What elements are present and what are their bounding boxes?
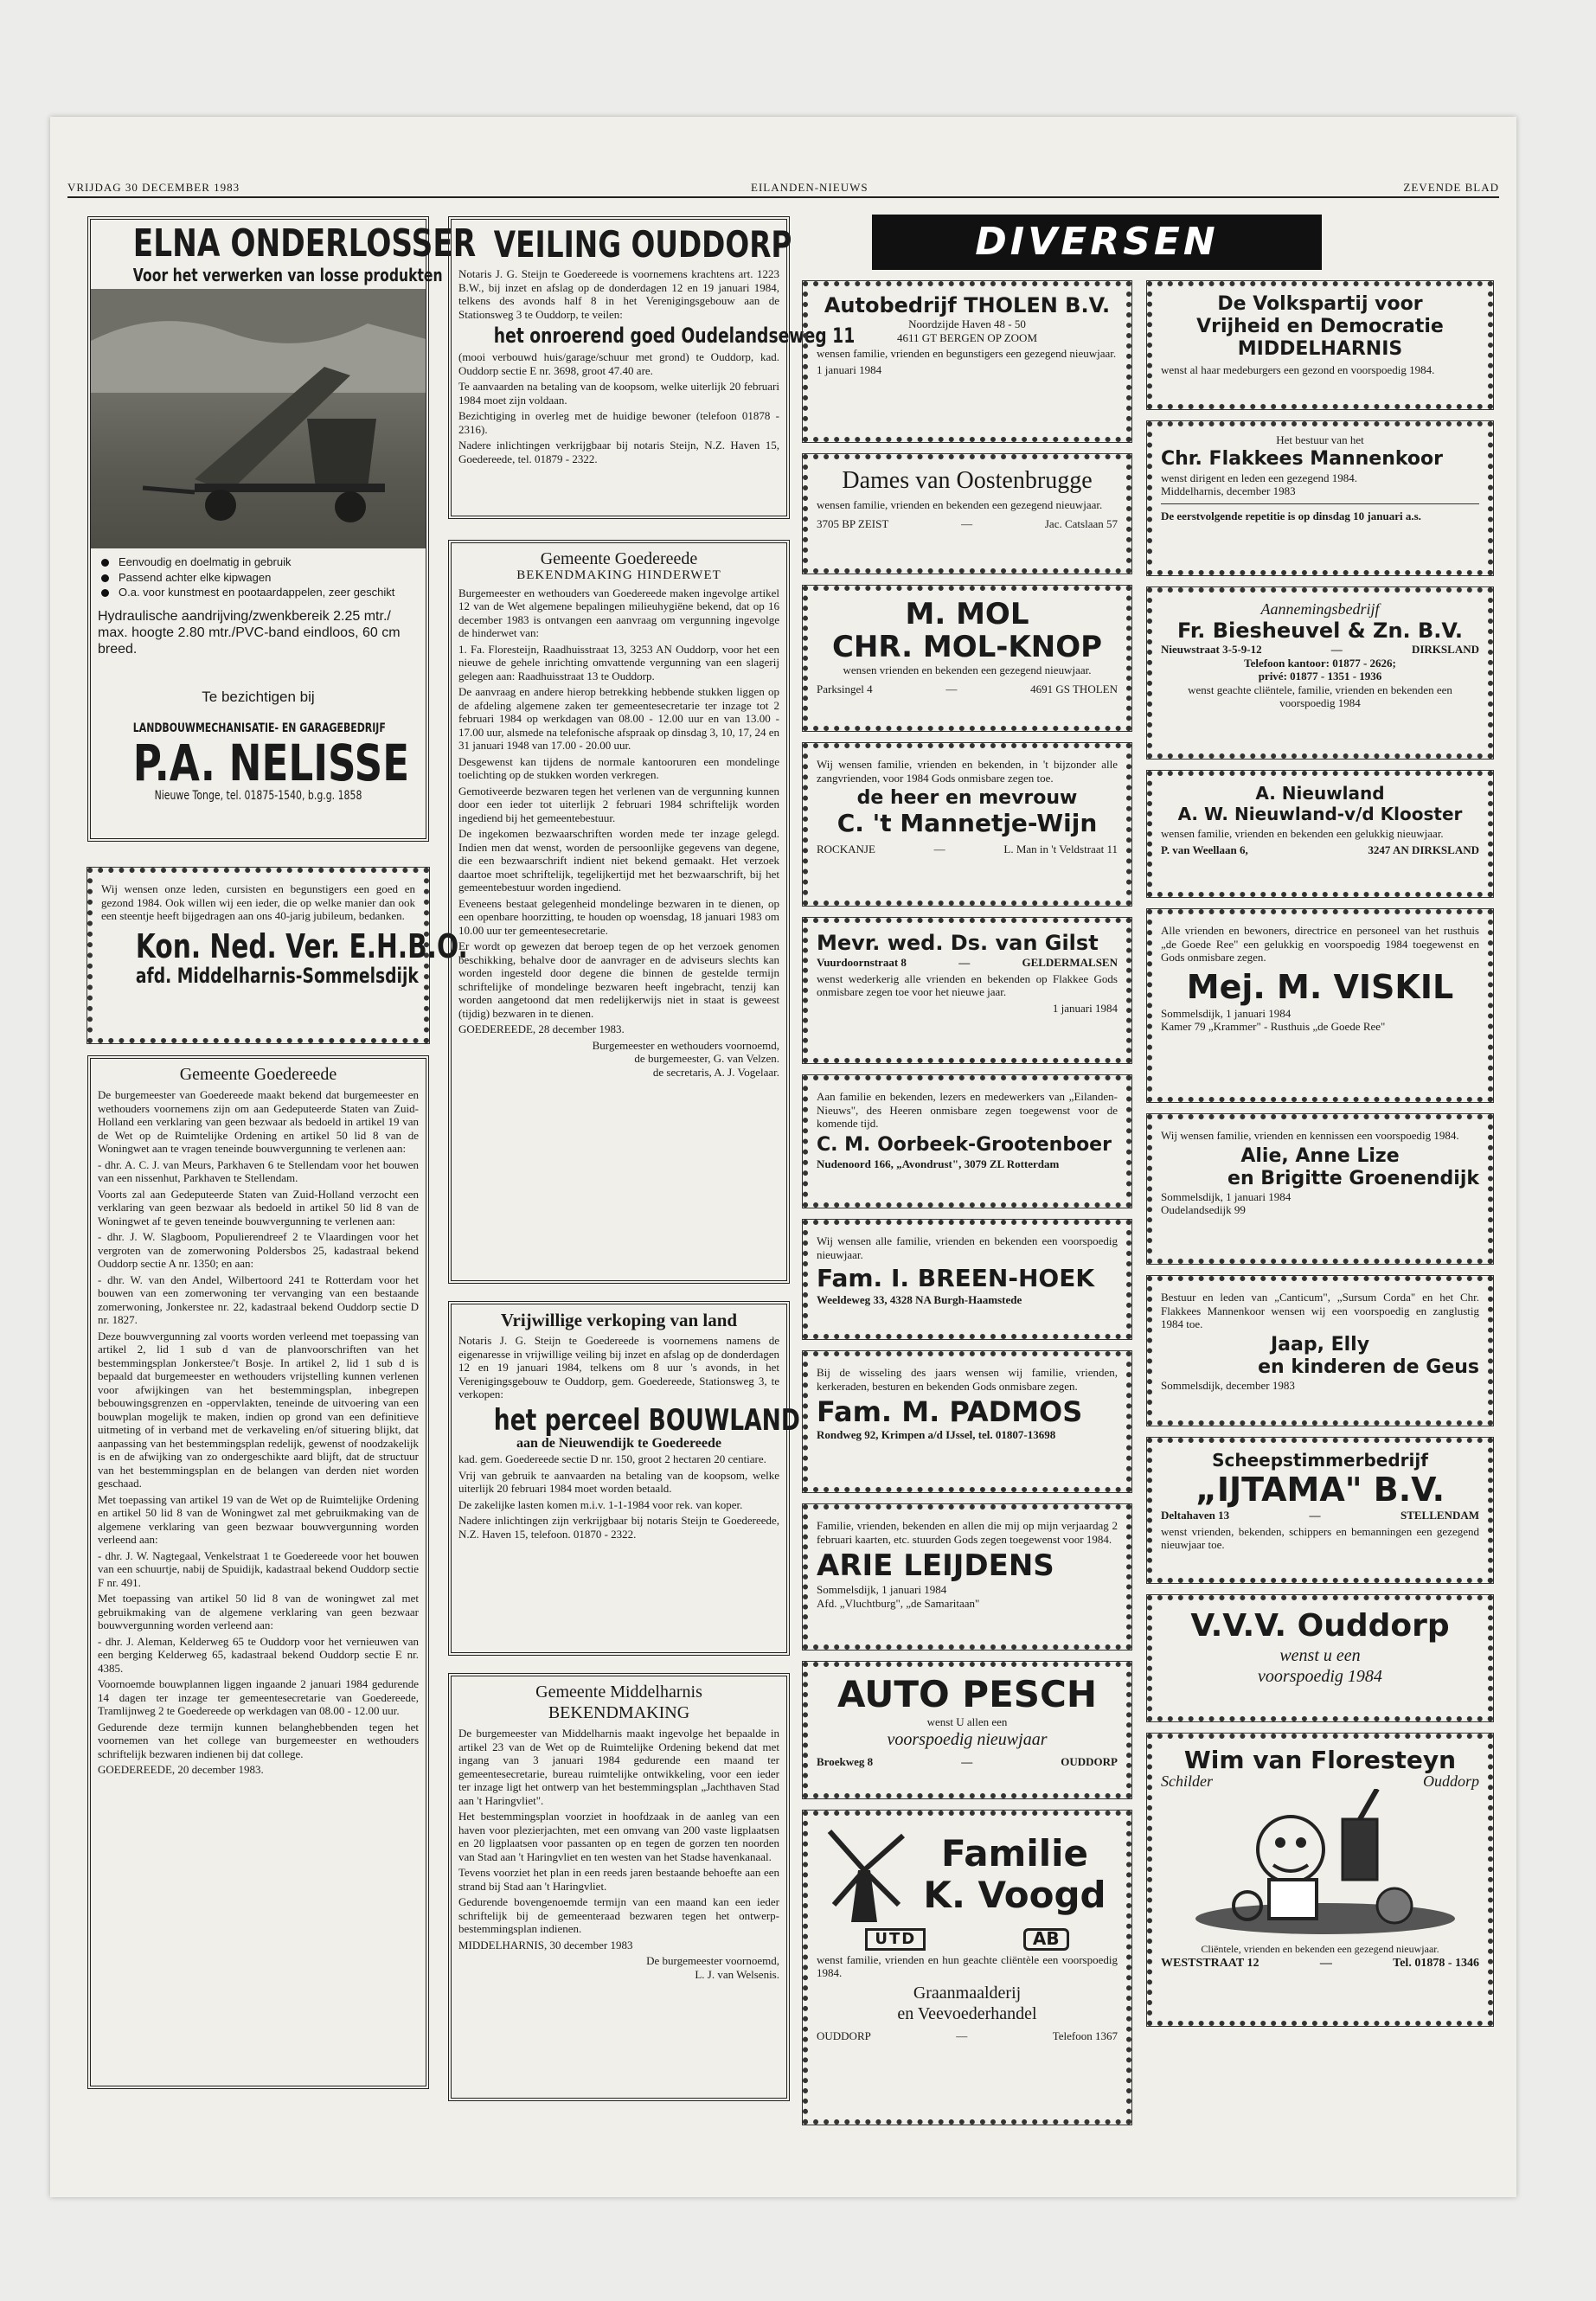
lize-addr: Oudelandsedijk 99 <box>1161 1203 1246 1216</box>
ad-flakkees <box>1147 421 1493 575</box>
goedereede-1-para: - dhr. W. van den Andel, Wilbertoord 241 te Rotterdam voor het bouwen van een zomerwoning ter vervanging van een bestaande zomerwoning, Jonkerstee nr. 22, kadastraal bekend Ouddorp sectie D nr. 1827. <box>98 1272 419 1326</box>
middelharnis-subtitle: BEKENDMAKING <box>548 1703 690 1722</box>
elna-view: Te bezichtigen bij <box>202 688 315 705</box>
veiling-p4: Bezichtiging in overleg met de huidige bewoner (telefoon 01878 - 2316). <box>458 409 779 436</box>
hinderwet-para: Desgewenst kan tijdens de normale kantooruren een mondelinge toelichting op de stukken worden verkregen. <box>458 754 779 781</box>
geus-text: Bestuur en leden van „Canticum", „Sursum Corda" en het Chr. Flakkees Mannenkoor wensen wij een voorspoedig en zanglustig 1984 toe. <box>1161 1291 1479 1330</box>
mol-city: 4691 GS THOLEN <box>1030 682 1118 695</box>
gilst-addr: Vuurdoornstraat 8 <box>817 956 907 969</box>
flakkees-l1: Het bestuur van het <box>1276 433 1364 446</box>
ijtama-name: „IJTAMA" B.V. <box>1195 1471 1445 1509</box>
ad-gilst <box>803 918 1131 1063</box>
vrijwillige-p5: Nadere inlichtingen zijn verkrijgbaar bij notaris Steijn te Goedereede, N.Z. Haven 15, telefoon. 01870 - 2322. <box>458 1514 779 1541</box>
column-3 <box>803 281 1131 2125</box>
hinderwet-subtitle: BEKENDMAKING HINDERWET <box>516 568 721 582</box>
vrijwillige-object: het perceel BOUWLAND <box>493 1402 800 1438</box>
gilst-name: Mevr. wed. Ds. van Gilst <box>817 931 1099 955</box>
volkspartij-name-3: MIDDELHARNIS <box>1237 338 1403 360</box>
vrijwillige-p3: Vrij van gebruik te aanvaarden na betaling van de koopsom, welke uiterlijk 20 februari 1984 moet worden betaald. <box>458 1468 779 1495</box>
flakkees-date: Middelharnis, december 1983 <box>1161 484 1296 497</box>
vrijwillige-p2: kad. gem. Goedereede sectie D nr. 150, groot 2 hectaren 20 centiare. <box>458 1452 766 1465</box>
geus-name-1: Jaap, Elly <box>1270 1333 1370 1356</box>
gilst-date: 1 januari 1984 <box>1052 1001 1118 1015</box>
ijtama-text: wenst vrienden, bekenden, schippers en bemanningen een gezegend nieuwjaar toe. <box>1161 1524 1479 1551</box>
nieuwland-zip: 3247 AN DIRKSLAND <box>1368 843 1479 856</box>
leijdens-text: Familie, vrienden, bekenden en allen die mij op mijn verjaardag 2 februari kaarten, etc. stuurden Gods zegen toegewenst voor 1984. <box>817 1519 1118 1546</box>
column-1 <box>87 216 477 2101</box>
padmos-text: Bij de wisseling des jaars wensen wij familie, vrienden, kerkeraden, besturen en bekenden Gods onmisbare zegen. <box>817 1366 1118 1393</box>
header-paper: EILANDEN-NIEUWS <box>751 181 869 194</box>
biesheuvel-city: DIRKSLAND <box>1411 643 1479 656</box>
elna-title: ELNA ONDERLOSSER <box>132 221 477 266</box>
middelharnis-title: Gemeente Middelharnis <box>535 1682 702 1702</box>
middelharnis-para: Tevens voorziet het plan in een reeds jaren bestaande behoefte aan een strand bij Stad aan 't Haringvliet. <box>458 1866 779 1893</box>
dames-zip: 3705 BP ZEIST <box>817 516 889 530</box>
windmill-icon <box>817 1823 912 1926</box>
hinderwet-notice <box>448 540 790 1284</box>
veiling-p1: Notaris J. G. Steijn te Goedereede is voornemens krachtens art. 1223 B.W., bij inzet en afslag op de donderdagen 12 en 19 januari 1984, telkens des avonds half 8 in het Verenigingsgebouw aan de Stationsweg 3 te Ouddorp, te veilen: <box>458 267 779 321</box>
biesheuvel-tel-2: privé: 01877 - 1351 - 1936 <box>1258 670 1382 683</box>
utd-logo: UTD <box>865 1928 926 1951</box>
goedereede-1-para: Met toepassing van artikel 50 lid 8 van de woningwet zal met gebruikmaking van de algemene verklaring van geen bezwaar bouwvergunning worden verleend aan: <box>98 1592 419 1631</box>
biesheuvel-tel-1: Telefoon kantoor: 01877 - 2626; <box>1244 656 1396 670</box>
wijn-place: ROCKANJE <box>817 843 875 856</box>
vvv-name: V.V.V. Ouddorp <box>1190 1608 1450 1644</box>
pesch-t2: voorspoedig nieuwjaar <box>887 1729 1048 1749</box>
ad-volkspartij <box>1147 281 1493 409</box>
flakkees-text: wenst dirigent en leden een gezegend 1984. <box>1161 471 1358 484</box>
floresteyn-city: Ouddorp <box>1422 1772 1479 1790</box>
floresteyn-tel: Tel. 01878 - 1346 <box>1393 1956 1479 1970</box>
middelharnis-para: Gedurende bovengenoemde termijn van een maand kan een ieder schriftelijk bij de gemeenteraad bezwaren tegen het ontwerp-bestemmingsplan indienen. <box>458 1895 779 1935</box>
breen-name: Fam. I. BREEN-HOEK <box>817 1264 1095 1292</box>
lize-name-1: Alie, Anne Lize <box>1240 1144 1400 1167</box>
ad-oorbeek <box>803 1075 1131 1208</box>
flakkees-note: De eerstvolgende repetitie is op dinsdag 10 januari a.s. <box>1161 509 1421 522</box>
biesheuvel-name: Fr. Biesheuvel & Zn. B.V. <box>1176 619 1464 643</box>
middelharnis-date: MIDDELHARNIS, 30 december 1983 <box>458 1938 633 1952</box>
dames-dash: — <box>961 516 973 530</box>
ad-biesheuvel <box>1147 587 1493 759</box>
hinderwet-para: Gemotiveerde bezwaren tegen het verlenen van de vergunning kunnen door een ieder tot uiterlijk 2 februari 1984 schriftelijk worden ingediend bij het gemeentebestuur. <box>458 784 779 824</box>
elna-specs: Hydraulische aandrijving/zwenkbereik 2.25 mtr./ max. hoogte 2.80 mtr./PVC-band eindloos, 60 cm breed. <box>98 608 401 657</box>
ehbo-afd: afd. Middelharnis-Sommelsdijk <box>135 963 419 988</box>
elna-name: P.A. NELISSE <box>132 733 410 792</box>
floresteyn-name: Wim van Floresteyn <box>1183 1746 1457 1774</box>
hinderwet-para: Eveneens bestaat gelegenheid mondelinge bezwaren in te dienen, op een openbare hoorzitting, te houden op woensdag, 18 januari 1983 om 10.00 uur ter gemeentesecretarie. <box>458 896 779 937</box>
oorbeek-text: Aan familie en bekenden, lezers en medewerkers van „Eilanden-Nieuws", des Heeren onmisbare zegen toegewenst voor de komende tijd. <box>817 1090 1118 1130</box>
floresteyn-dash: — <box>1319 1956 1332 1970</box>
page-header <box>67 179 1499 198</box>
leijdens-addr-1: Sommelsdijk, 1 januari 1984 <box>817 1583 947 1596</box>
mol-name-1: M. MOL <box>905 597 1029 631</box>
voogd-dash: — <box>956 2029 968 2042</box>
elna-bullet-3: O.a. voor kunstmest en pootaardappelen, zeer geschikt <box>119 586 419 599</box>
ad-dames <box>803 454 1131 574</box>
oorbeek-name: C. M. Oorbeek-Grootenboer <box>817 1133 1112 1156</box>
hinderwet-para: De ingekomen bezwaarschriften worden mede ter inzage gelegd. Indien men dat wenst, worden de persoonlijke gegevens van degene, die een bezwaarschrift indient niet bekend gemaakt. Het verzoek daartoe moet schriftelijk, tegelijkertijd met het bezwaarschrift, bij het gemeentebestuur worden ingediend. <box>458 827 779 894</box>
ad-lize <box>1147 1114 1493 1264</box>
tholen-addr-1: Noordzijde Haven 48 - 50 <box>908 317 1026 330</box>
viskil-text: Alle vrienden en bewoners, directrice en personeel van het rusthuis „de Goede Ree" een gelukkig en voorspoedig 1984 toegewenst en Gods onmisbare zegen. <box>1161 924 1479 964</box>
mol-text: wensen vrienden en bekenden een gezegend nieuwjaar. <box>843 663 1092 676</box>
geus-name-2: en kinderen de Geus <box>1258 1356 1479 1378</box>
volkspartij-text: wenst al haar medeburgers een gezond en voorspoedig 1984. <box>1161 363 1435 376</box>
vrijwillige-p4: De zakelijke lasten komen m.i.v. 1-1-1984 voor rek. van koper. <box>458 1497 743 1511</box>
vrijwillige-p1: Notaris J. G. Steijn te Goedereede is voornemens namens de eigenaresse in vrijwillige veiling bij inzet en afslag op de donderdagen 12 en 19 januari 1984, telkens om 8 uur 's avonds, in het Verenigingsgebouw te Ouddorp, gem. Goedereede, Stationsweg 3, te verkopen: <box>458 1334 779 1400</box>
hinderwet-para: 1. Fa. Floresteijn, Raadhuisstraat 13, 3253 AN Ouddorp, voor het een nieuwe de gehele inrichting omvattende vergunning van een slagerij gelegen aan: Raadhuisstraat 13 te Ouddorp. <box>458 642 779 683</box>
nieuwland-name-1: A. Nieuwland <box>1255 783 1385 804</box>
ehbo-ad <box>87 868 468 1043</box>
voogd-firm-1: Graanmaalderij <box>913 1983 1022 2003</box>
goedereede-1-para: Deze bouwvergunning zal voorts worden verleend met toepassing van artikel 2, lid 1 sub d van de planvoorschriften van het bestemmingsplan Jonkerstee/'t Bosje. In artikel 2, lid 1 sub d is bepaald dat burgemeester en wethouders vrijstelling kunnen verlenen voor afwijkingen van het bestemmingsplan, inbegrepen bebouwingsgrenzen en -oppervlakten, teneinde de uitvoering van een bouwplan mogelijk te maken, indien op grond van een definitieve uitmeting of in verband met de verkaveling en/of situering blijkt, dat aanpassing van het bestemmingsplan redelijk, gewenst of noodzakelijk is en de afwijking van zo ondergeschikte aard blijft, dat de structuur van het bestemmingsplan en de belangen van derden niet worden geschaad. <box>98 1329 419 1490</box>
ehbo-name: Kon. Ned. Ver. E.H.B.O. <box>135 926 468 965</box>
hinderwet-para: Burgemeester en wethouders van Goedereede maken ingevolge artikel 12 van de Wet algemene bepalingen milieuhygiëne bekend, dat op 16 december 1983 is ontvangen een aanvraag om vergunning ingevolge de hinderwet van: <box>458 586 779 639</box>
oorbeek-addr: Nudenoord 166, „Avondrust", 3079 ZL Rotterdam <box>817 1157 1060 1170</box>
goedereede-1-title: Gemeente Goedereede <box>179 1065 337 1084</box>
goedereede-1-date: GOEDEREEDE, 20 december 1983. <box>98 1763 264 1776</box>
header-page: ZEVENDE BLAD <box>1403 181 1499 194</box>
goedereede-1-para: - dhr. J. W. Nagtegaal, Venkelstraat 1 te Goedereede voor het bouwen van een schuurtje, nabij de Spuidijk, kadastraal bekend Ouddorp sectie F nr. 491. <box>98 1548 419 1589</box>
padmos-name: Fam. M. PADMOS <box>817 1395 1083 1428</box>
veiling-p5: Nadere inlichtingen verkrijgbaar bij notaris Steijn, N.Z. Haven 15, Goedereede, tel. 01879 - 2322. <box>458 439 779 465</box>
vvv-t2: voorspoedig 1984 <box>1258 1667 1382 1686</box>
ad-pesch <box>803 1662 1131 1798</box>
hinderwet-sign-2: de burgemeester, G. van Velzen. <box>634 1052 779 1065</box>
middelharnis-para: De burgemeester van Middelharnis maakt ingevolge het bepaalde in artikel 23 van de Wet op de Ruimtelijke Ordening bekend dat met ingang van 3 januari 1984 gedurende een maand ter gemeentesecretarie, bureau ruimtelijke ontwikkeling, voor een ieder ter inzage ligt het ontwerp van het bestemmingsplan „Jachthaven Stad aan 't Haringvliet". <box>458 1727 779 1807</box>
pesch-t1: wenst U allen een <box>926 1715 1008 1728</box>
middelharnis-para: Het bestemmingsplan voorziet in hoofdzaak in de aanleg van een haven voor plezierjachten, met een omvang van 200 vaste ligplaatsen en 20 ligplaatsen voor passanten op en tegen de gorzen ten noorden van Stad aan 't Haringvliet en ten westen van het Stadse havenkanaal. <box>458 1810 779 1863</box>
goedereede-1-para: - dhr. J. Aleman, Kelderweg 65 te Ouddorp voor het vernieuwen van een berging Kelderweg 65, kadastraal bekend Ouddorp sectie E nr. 4385. <box>98 1634 419 1675</box>
ehbo-text: Wij wensen onze leden, cursisten en begunstigers een goed en gezond 1984. Ook willen wij een ieder, die op welke manier dan ook een steentje heeft bijgedragen aan ons 40-jarig jubileum, bedanken. <box>101 882 415 922</box>
painter-cartoon-icon <box>1161 1789 1490 1940</box>
goedereede-1-para: Met toepassing van artikel 19 van de Wet op de Ruimtelijke Ordening en artikel 50 lid 8 van de Woningwet zal met gebruikmaking van de algemene verklaring van geen bezwaar bouwvergunning worden verleend aan: <box>98 1492 419 1546</box>
ijtama-addr: Deltahaven 13 <box>1161 1509 1230 1522</box>
floresteyn-text: Cliëntele, vrienden en bekenden een gezegend nieuwjaar. <box>1201 1943 1439 1955</box>
voogd-text: wenst familie, vrienden en hun geachte cliëntèle een voorspoedig 1984. <box>817 1952 1118 1979</box>
gilst-dash: — <box>958 956 971 969</box>
mol-street: Parksingel 4 <box>817 682 873 695</box>
volkspartij-name-1: De Volkspartij voor <box>1217 293 1423 315</box>
padmos-addr: Rondweg 92, Krimpen a/d IJssel, tel. 01807-13698 <box>817 1428 1056 1441</box>
middelharnis-sign-1: De burgemeester voornoemd, <box>646 1954 779 1967</box>
nieuwland-text: wensen familie, vrienden en bekenden een gelukkig nieuwjaar. <box>1161 827 1444 840</box>
gilst-text: wenst wederkerig alle vrienden en bekenden op Flakkee Gods onmisbare zegen toe voor het nieuwe jaar. <box>817 971 1118 998</box>
mol-name-2: CHR. MOL-KNOP <box>831 630 1103 664</box>
goedereede-1-para: - dhr. A. C. J. van Meurs, Parkhaven 6 te Stellendam voor het bouwen van een nissenhut, Parkhaven te Stellendam. <box>98 1157 419 1184</box>
ad-viskil <box>1147 909 1493 1102</box>
column-4 <box>1147 281 1493 2026</box>
ad-floresteyn <box>1147 1734 1493 2026</box>
dames-text: wensen familie, vrienden en bekenden een gezegend nieuwjaar. <box>817 498 1103 511</box>
lize-name-2: en Brigitte Groenendijk <box>1227 1167 1479 1189</box>
elna-photo <box>91 289 426 548</box>
tholen-addr-2: 4611 GT BERGEN OP ZOOM <box>896 330 1038 344</box>
voogd-firm-2: en Veevoederhandel <box>897 2003 1037 2023</box>
pesch-street: Broekweg 8 <box>817 1754 874 1768</box>
ad-voogd <box>803 1811 1131 2125</box>
elna-bullet-2: Passend achter elke kipwagen <box>119 571 419 585</box>
wijn-text: Wij wensen familie, vrienden en bekenden, in 't bijzonder alle zangvrienden, voor 1984 Gods onmisbare zegen toe. <box>817 758 1118 785</box>
hinderwet-para: De aanvraag en andere hierop betrekking hebbende stukken liggen op de afdeling algemene zaken ter gemeentesecretarie ter inzage tot 2 februari 1984 op werkdagen van 08.00 - 12.00 uur en van 13.00 - 17.00 uur, alsmede na telefonische afspraak op dinsdag 3, 10, 17, 24 en 31 januari 1948 van 17.00 - 20.00 uur. <box>458 685 779 752</box>
viskil-addr: Kamer 79 „Krammer" - Rusthuis „de Goede Ree" <box>1161 1020 1386 1033</box>
goedereede-1-para: Voorts zal aan Gedeputeerde Staten van Zuid-Holland verzocht een verklaring van geen bezwaar als bedoeld in artikel 50 lid 8 van de Woningwet af te geven teneinde bouwvergunning te verlenen aan: <box>98 1187 419 1227</box>
biesheuvel-addr: Nieuwstraat 3-5-9-12 <box>1161 643 1262 656</box>
vrijwillige-sub: aan de Nieuwendijk te Goedereede <box>516 1435 721 1451</box>
volkspartij-name-2: Vrijheid en Democratie <box>1196 316 1444 337</box>
viskil-name: Mej. M. VISKIL <box>1186 967 1454 1006</box>
tholen-text: wensen familie, vrienden en begunstigers een gezegend nieuwjaar. <box>817 347 1117 360</box>
elna-subtitle: Voor het verwerken van losse produkten <box>132 265 443 285</box>
tholen-name: Autobedrijf THOLEN B.V. <box>824 293 1111 317</box>
ad-leijdens <box>803 1504 1131 1650</box>
biesheuvel-sub: Aannemingsbedrijf <box>1260 600 1380 618</box>
newspaper-page <box>50 117 1516 2197</box>
hinderwet-sign-1: Burgemeester en wethouders voornoemd, <box>592 1038 779 1052</box>
ijtama-dash: — <box>1309 1509 1321 1522</box>
voogd-city: OUDDORP <box>817 2029 871 2042</box>
goedereede-notice-1 <box>87 1055 429 2089</box>
hinderwet-date: GOEDEREEDE, 28 december 1983. <box>458 1022 625 1035</box>
leijdens-name: ARIE LEIJDENS <box>817 1548 1054 1583</box>
ad-padmos <box>803 1351 1131 1492</box>
header-date: VRIJDAG 30 DECEMBER 1983 <box>67 181 240 194</box>
elna-bullet-1: Eenvoudig en doelmatig in gebruik <box>119 555 419 569</box>
mol-dash: — <box>945 682 958 695</box>
veiling-p3: Te aanvaarden na betaling van de koopsom, welke uiterlijk 20 februari 1984 moet zijn voldaan. <box>458 380 779 407</box>
hinderwet-sign-3: de secretaris, A. J. Vogelaar. <box>652 1065 779 1079</box>
goedereede-1-para: Voornoemde bouwplannen liggen ingaande 2 januari 1984 gedurende 14 dagen ter inzage ter gemeentesecretarie van Goedereede, Tramlijnweg 2 te Goedereede op werkdagen van 08.00 - 12.00 uur. <box>98 1677 419 1717</box>
wijn-name-1: de heer en mevrouw <box>856 787 1078 809</box>
veiling-object: het onroerend goed Oudelandseweg 11 <box>493 324 856 348</box>
gilst-city: GELDERMALSEN <box>1022 956 1118 969</box>
ad-mol <box>803 586 1131 731</box>
goedereede-1-para: De burgemeester van Goedereede maakt bekend dat burgemeester en wethouders voornemens zijn om aan Gedeputeerde Staten van Zuid-Holland een verklaring van geen bezwaar als bedoeld in artikel 19 van de Wet op de Ruimtelijke Ordening en artikel 50 lid 8 van de Woningwet aan te vragen teneinde bouwvergunning te verlenen aan: <box>98 1088 419 1155</box>
middelharnis-notice <box>448 1673 790 2101</box>
middelharnis-sign-2: L. J. van Welsenis. <box>695 1967 779 1981</box>
pesch-name: AUTO PESCH <box>837 1673 1097 1715</box>
viskil-date: Sommelsdijk, 1 januari 1984 <box>1161 1006 1292 1020</box>
elna-ad <box>87 216 477 842</box>
ad-vvv <box>1147 1595 1493 1721</box>
breen-text: Wij wensen alle familie, vrienden en bekenden een voorspoedig nieuwjaar. <box>817 1234 1118 1261</box>
ijtama-l1: Scheepstimmerbedrijf <box>1212 1450 1428 1471</box>
ad-tholen <box>803 281 1131 442</box>
veiling-p2: (mooi verbouwd huis/garage/schuur met grond) te Ouddorp, kad. Ouddorp sectie E nr. 3698, groot 47.40 are. <box>458 350 779 377</box>
veiling-title: VEILING OUDDORP <box>493 223 792 266</box>
lize-date: Sommelsdijk, 1 januari 1984 <box>1161 1189 1292 1203</box>
dames-street: Jac. Catslaan 57 <box>1044 516 1118 530</box>
ad-wijn <box>803 743 1131 906</box>
vrijwillige-ad <box>448 1301 800 1656</box>
elna-company: LANDBOUWMECHANISATIE- EN GARAGEBEDRIJF <box>132 721 386 735</box>
elna-address: Nieuwe Tonge, tel. 01875-1540, b.g.g. 1858 <box>154 788 362 803</box>
biesheuvel-text: wenst geachte cliëntele, familie, vrienden en bekenden een voorspoedig 1984 <box>1188 683 1452 709</box>
ad-breen <box>803 1220 1131 1339</box>
hinderwet-para: Er wordt op gewezen dat beroep tegen de op het verzoek genomen beschikking, behalve door de aanvrager en de adviseurs slechts kan worden ingesteld door degene die binnen de gestelde termijn schriftelijke of mondelinge bezwaren heeft ingebracht, tenzij kan worden aangetoond dat men redelijkerwijs niet in staat is geweest (tijdig) bezwaren in te dienen. <box>458 939 779 1020</box>
pesch-city: OUDDORP <box>1061 1754 1118 1768</box>
goedereede-1-para: - dhr. J. W. Slagboom, Populierendreef 2 te Vlaardingen voor het vergroten van de zomerwoning Poldersbos 25, kadastraal bekend Ouddorp sectie A nr. 1350; en aan: <box>98 1230 419 1270</box>
breen-addr: Weeldeweg 33, 4328 NA Burgh-Haamstede <box>817 1293 1022 1306</box>
ad-nieuwland <box>1147 771 1493 897</box>
diversen-banner: DIVERSEN <box>872 215 1322 270</box>
tholen-date: 1 januari 1984 <box>817 362 882 376</box>
nieuwland-name-2: A. W. Nieuwland-v/d Klooster <box>1177 804 1463 824</box>
wijn-name-2: C. 't Mannetje-Wijn <box>836 809 1098 837</box>
geus-date: Sommelsdijk, december 1983 <box>1161 1378 1295 1392</box>
ab-logo: AB <box>1023 1928 1069 1951</box>
goedereede-1-para: Gedurende deze termijn kunnen belanghebbenden tegen het voornemen van het college van burgemeester en wethouders schriftelijk bezwaren indienen bij dat college. <box>98 1720 419 1760</box>
floresteyn-role: Schilder <box>1161 1772 1213 1790</box>
voogd-tel: Telefoon 1367 <box>1052 2029 1118 2042</box>
ad-geus <box>1147 1276 1493 1426</box>
flakkees-name: Chr. Flakkees Mannenkoor <box>1161 447 1443 470</box>
leijdens-addr-2: Afd. „Vluchtburg", „de Samaritaan" <box>817 1596 980 1610</box>
biesheuvel-dash: — <box>1330 643 1343 656</box>
vvv-t1: wenst u een <box>1279 1646 1361 1665</box>
voogd-name-1: Familie <box>940 1832 1088 1875</box>
hinderwet-title: Gemeente Goedereede <box>540 549 698 568</box>
wijn-dash: — <box>933 843 945 856</box>
ijtama-city: STELLENDAM <box>1400 1509 1479 1522</box>
nieuwland-addr: P. van Weellaan 6, <box>1161 843 1248 856</box>
ad-ijtama <box>1147 1438 1493 1583</box>
wijn-street: L. Man in 't Veldstraat 11 <box>1003 843 1118 856</box>
dames-name: Dames van Oostenbrugge <box>842 467 1093 494</box>
floresteyn-addr: WESTSTRAAT 12 <box>1161 1956 1259 1970</box>
pesch-dash: — <box>961 1754 973 1768</box>
lize-text: Wij wensen familie, vrienden en kennissen een voorspoedig 1984. <box>1161 1129 1459 1142</box>
vrijwillige-title: Vrijwillige verkoping van land <box>500 1310 738 1330</box>
voogd-name-2: K. Voogd <box>923 1874 1106 1916</box>
